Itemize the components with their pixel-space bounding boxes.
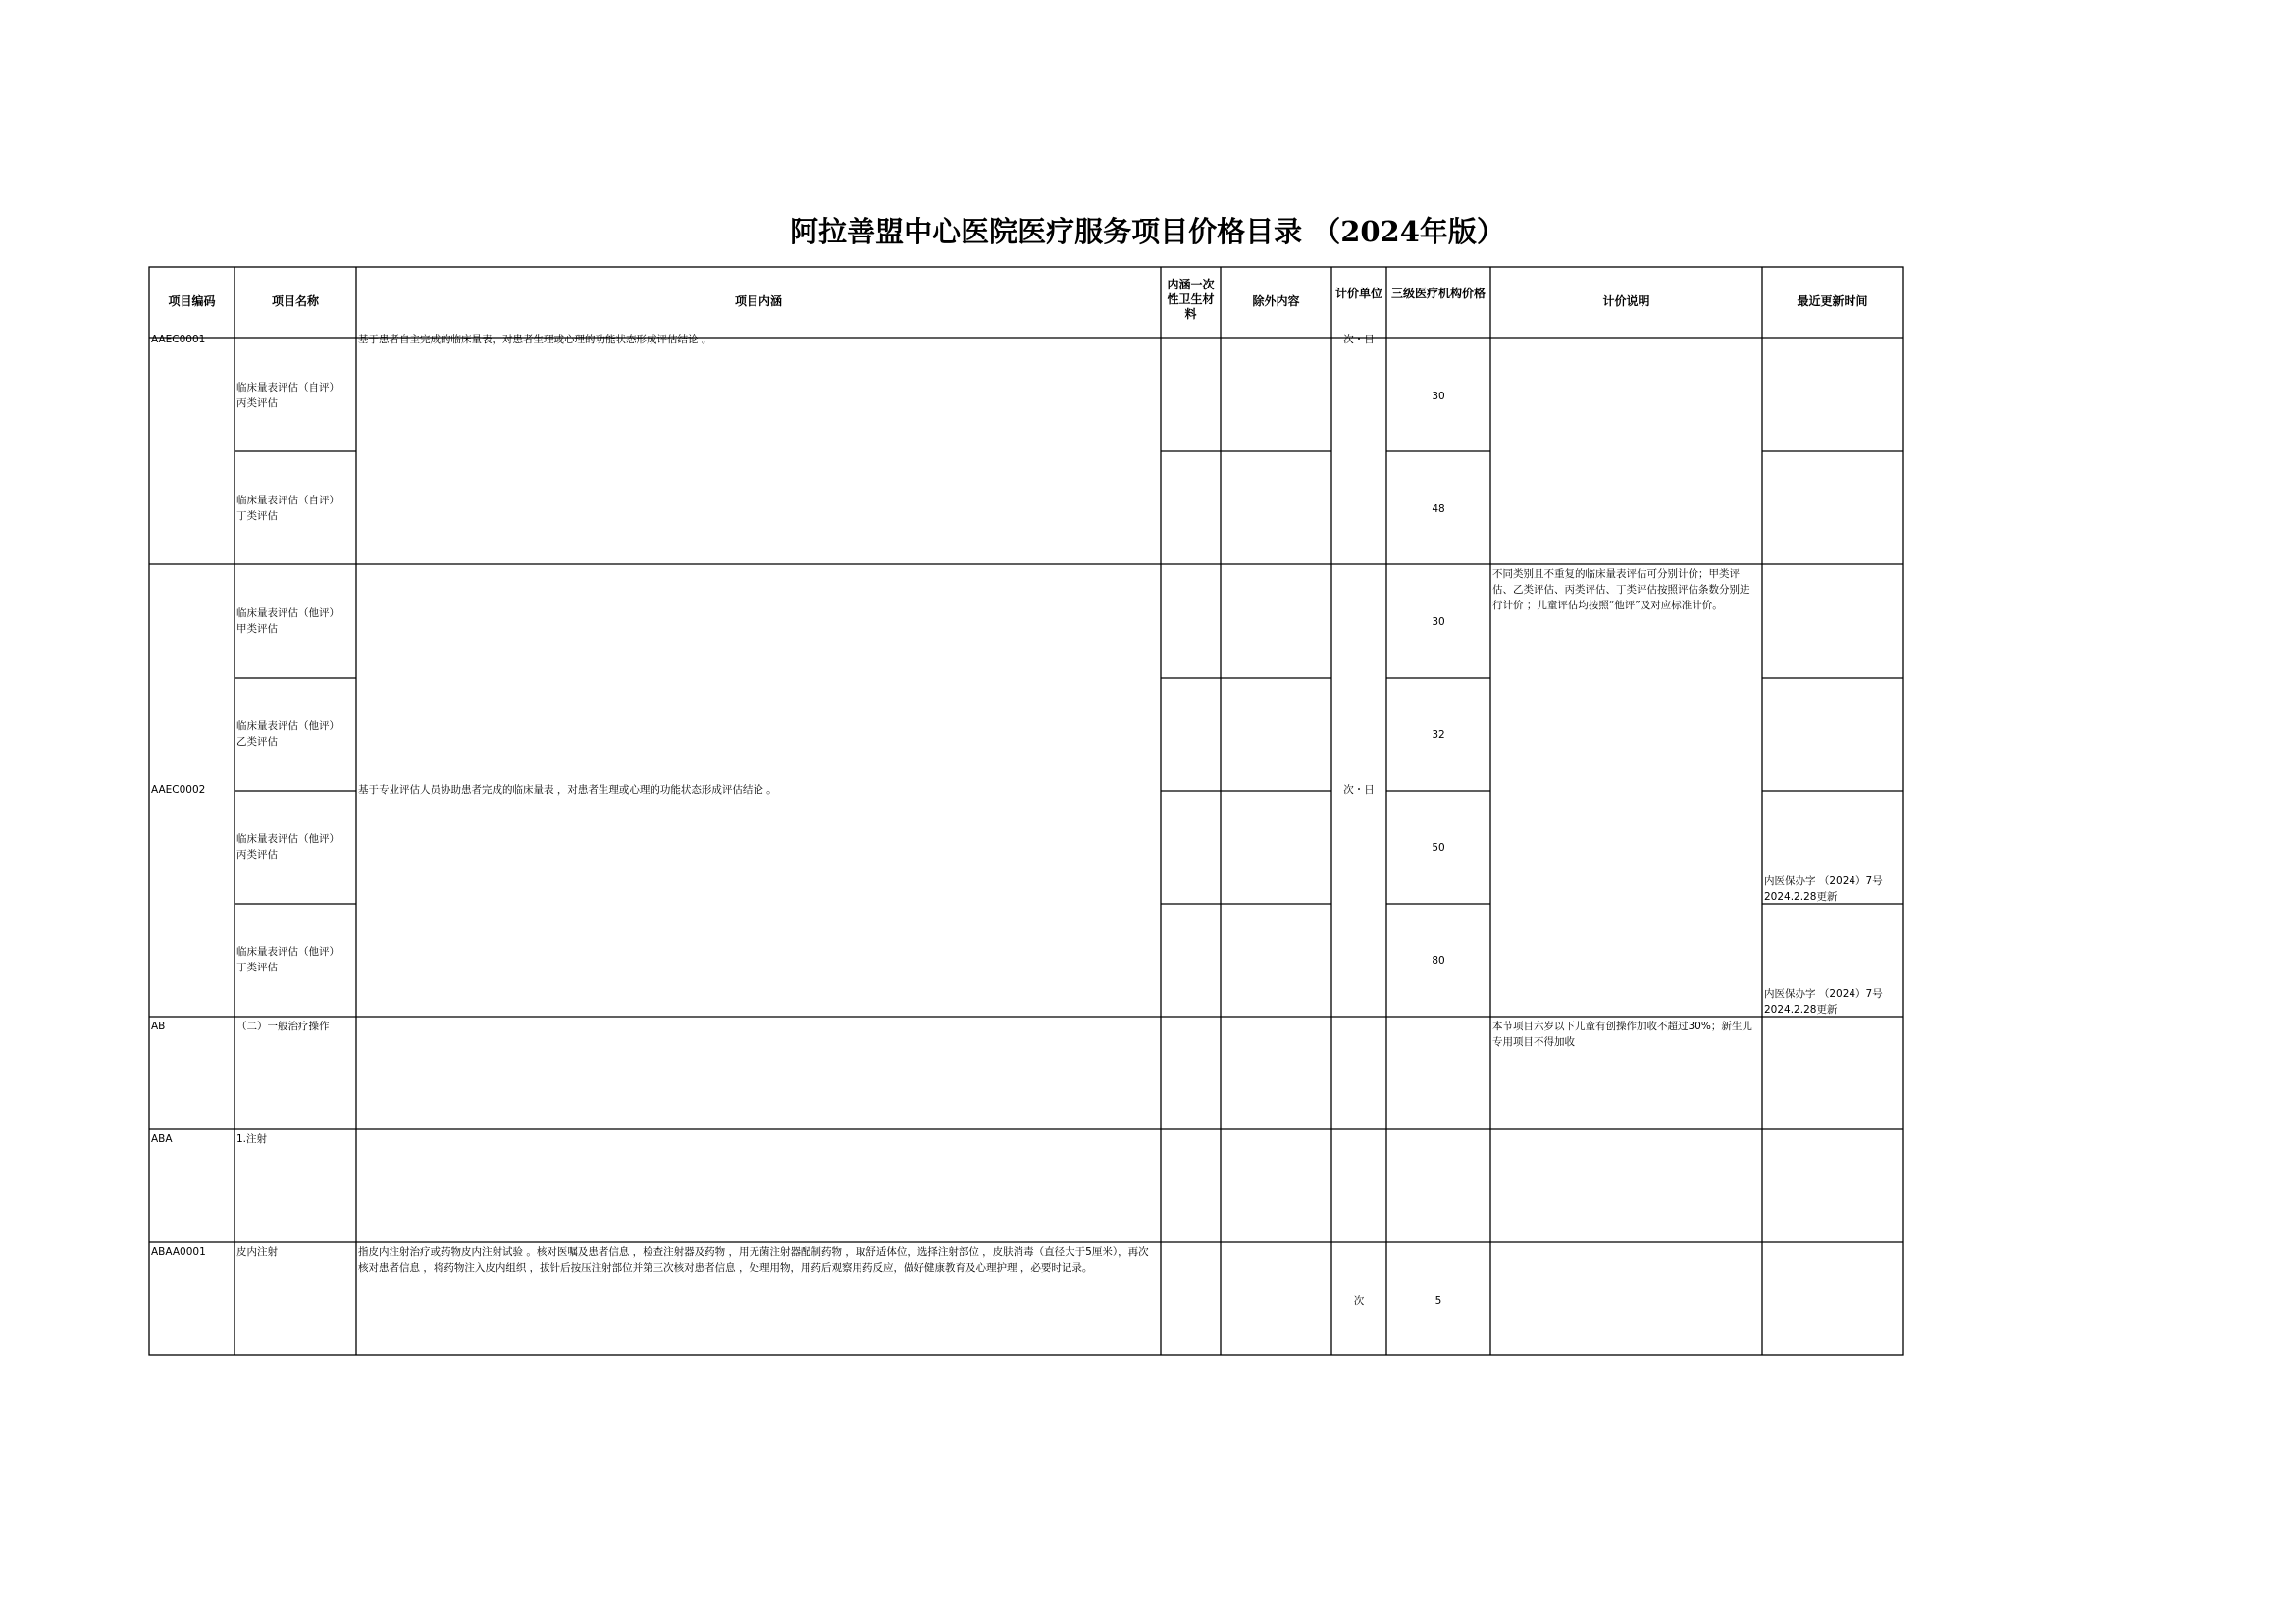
header-note: 计价说明 <box>1602 294 1650 308</box>
table-cell-code: ABA <box>151 1133 173 1145</box>
table-cell-unit: 次・日 <box>1343 334 1375 345</box>
header-materials: 内涵一次性卫生材料 <box>1167 278 1215 321</box>
header-unit: 计价单位 <box>1334 287 1382 300</box>
table-cell-name: 临床量表评估（他评） 丁类评估 <box>236 946 339 973</box>
table-cell-content: 基于专业评估人员协助患者完成的临床量表 ，对患者生理或心理的功能状态形成评估结论 。 <box>358 784 777 796</box>
table-cell-price: 32 <box>1432 729 1445 741</box>
table-cell-name: 临床量表评估（自评） 丁类评估 <box>236 495 339 522</box>
table-cell-content: 基于患者自主完成的临床量表，对患者生理或心理的功能状态形成评估结论 。 <box>358 334 712 345</box>
header-name: 项目名称 <box>271 294 319 308</box>
table-cell-updated: 内医保办字 （2024）7号 2024.2.28更新 <box>1764 875 1883 903</box>
table-cell-price: 48 <box>1432 503 1445 515</box>
table-cell-name: 临床量表评估（自评） 丙类评估 <box>236 382 339 409</box>
table-cell-code: AAEC0001 <box>151 334 206 345</box>
table-cell-name: （二）一般治疗操作 <box>236 1021 330 1032</box>
table-cell-price: 30 <box>1432 616 1445 628</box>
table-cell-price: 30 <box>1432 391 1445 402</box>
table-cell-code: AAEC0002 <box>151 784 206 796</box>
table-cell-price: 80 <box>1432 955 1445 967</box>
table-cell-updated: 内医保办字 （2024）7号 2024.2.28更新 <box>1764 988 1883 1016</box>
table-cell-name: 临床量表评估（他评） 丙类评估 <box>236 833 339 861</box>
header-content: 项目内涵 <box>734 294 782 308</box>
table-cell-unit: 次・日 <box>1343 784 1375 796</box>
table-cell-code: AB <box>151 1021 166 1032</box>
table-cell-name: 皮内注射 <box>236 1246 278 1258</box>
header-updated: 最近更新时间 <box>1797 294 1868 308</box>
table-cell-name: 临床量表评估（他评） 甲类评估 <box>236 607 339 635</box>
table-cell-note: 不同类别且不重复的临床量表评估可分别计价；甲类评估、乙类评估、丙类评估、丁类评估按照评估条数分别进行计价 ；儿童评估均按照“他评”及对应标准计价。 <box>1492 568 1750 611</box>
table-cell-code: ABAA0001 <box>151 1246 206 1258</box>
table-cell-name: 1.注射 <box>236 1133 268 1145</box>
page-title: 阿拉善盟中心医院医疗服务项目价格目录 （2024年版） <box>790 215 1505 248</box>
header-code: 项目编码 <box>168 294 216 308</box>
table-cell-price: 5 <box>1434 1295 1442 1307</box>
header-excluded: 除外内容 <box>1252 294 1300 308</box>
table-cell-content: 指皮内注射治疗或药物皮内注射试验 。核对医嘱及患者信息 ，检查注射器及药物 ，用无菌注射器配制药物 ，取舒适体位，选择注射部位 ，皮肤消毒（直径大于5厘米），再次核对患者信息 ，将药物注入皮内组织 ，拔针后按压注射部位并第三次核对患者信息 ，处理用物，用药后观察用药反应，做好健康教育及心理护理 ，必要时记录。 <box>358 1246 1149 1274</box>
table-cell-note: 本节项目六岁以下儿童有创操作加收不超过30%；新生儿专用项目不得加收 <box>1492 1021 1752 1048</box>
table-cell-unit: 次 <box>1353 1295 1365 1307</box>
table-cell-name: 临床量表评估（他评） 乙类评估 <box>236 720 339 748</box>
header-price: 三级医疗机构价格 <box>1390 287 1486 300</box>
table-cell-price: 50 <box>1432 842 1445 854</box>
